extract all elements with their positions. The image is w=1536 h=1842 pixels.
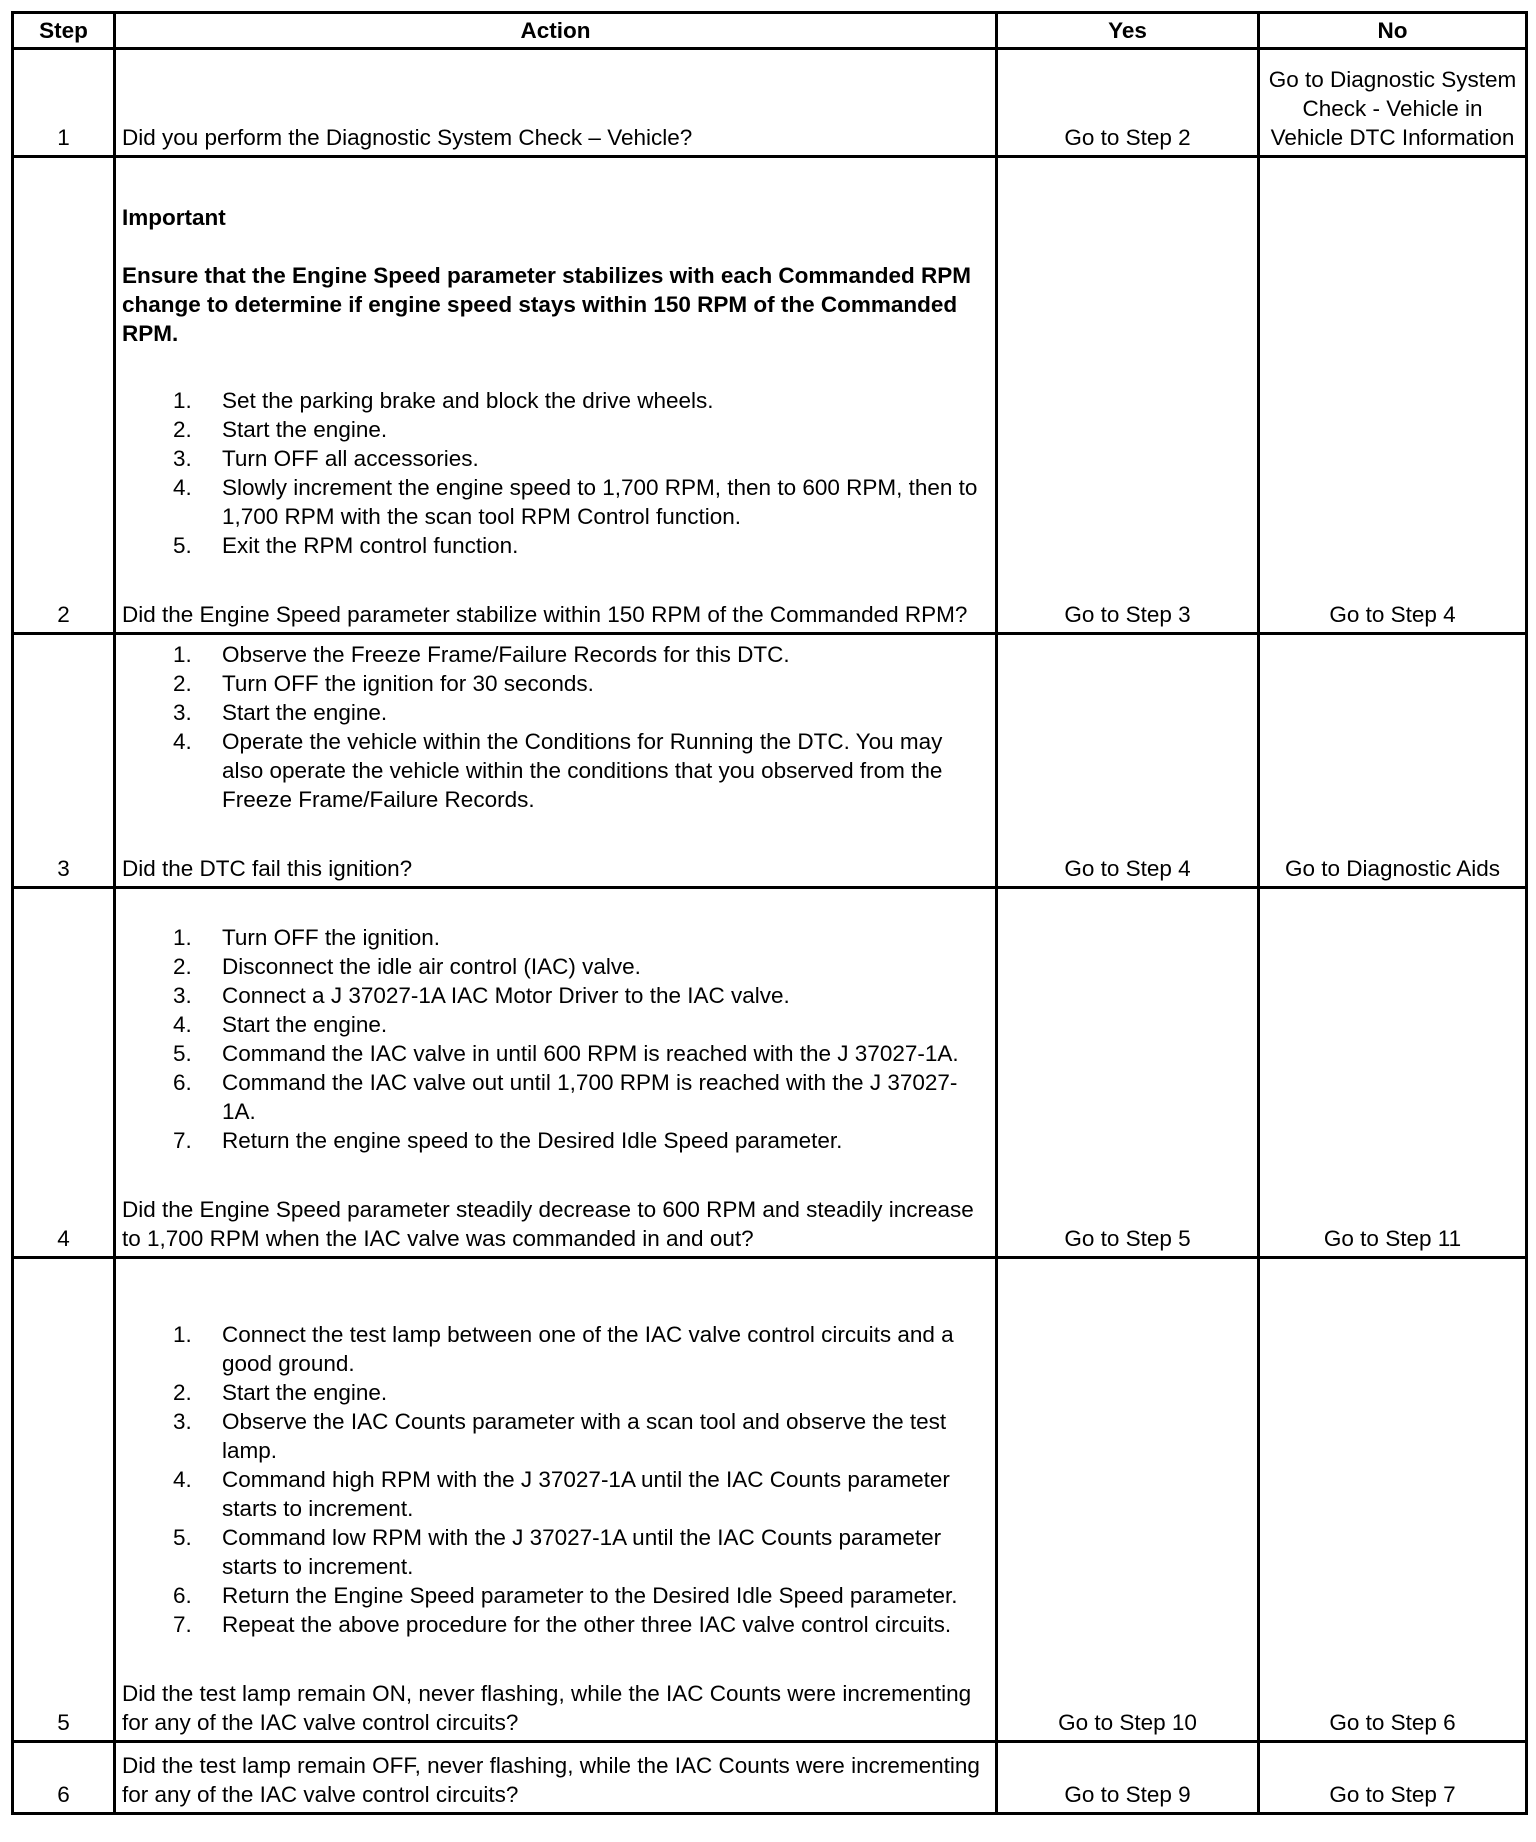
no-result: Go to Step 6 — [1259, 1258, 1527, 1742]
table-row — [13, 1742, 1527, 1814]
header-no: No — [1259, 13, 1527, 49]
yes-result: Go to Step 4 — [997, 634, 1259, 888]
list-item: 4. Start the engine. — [173, 1012, 388, 1037]
no-result: Go to Step 4 — [1259, 157, 1527, 634]
list-item: 3. Connect a J 37027-1A IAC Motor Driver to the IAC valve. — [173, 983, 790, 1008]
procedure-list — [122, 923, 989, 1155]
question-text: Did you perform the Diagnostic System Check – Vehicle? — [122, 125, 693, 150]
step-number: 5 — [13, 1258, 115, 1742]
step-number: 6 — [13, 1742, 115, 1814]
list-item: 4. Operate the vehicle within the Conditions for Running the DTC. You may also operate the vehicle within the conditions that you observed from the Freeze Frame/Failure Records. — [173, 729, 943, 812]
question-text: Did the Engine Speed parameter stabilize within 150 RPM of the Commanded RPM? — [122, 602, 968, 627]
list-item: 5. Command low RPM with the J 37027-1A until the IAC Counts parameter starts to increment. — [173, 1525, 942, 1579]
step-number: 3 — [13, 634, 115, 888]
diagnostic-table — [11, 11, 1528, 1815]
list-item: 7. Return the engine speed to the Desired Idle Speed parameter. — [173, 1128, 843, 1153]
action-cell — [115, 634, 997, 888]
table-row — [13, 888, 1527, 1258]
table-row — [13, 157, 1527, 634]
question-text: Did the Engine Speed parameter steadily decrease to 600 RPM and steadily increase to 1,700 RPM when the IAC valve was commanded in and out? — [122, 1197, 974, 1251]
action-cell — [115, 1742, 997, 1814]
list-item: 7. Repeat the above procedure for the other three IAC valve control circuits. — [173, 1612, 952, 1637]
question-text: Did the DTC fail this ignition? — [122, 856, 413, 881]
procedure-list — [122, 1320, 989, 1639]
list-item: 6. Command the IAC valve out until 1,700 RPM is reached with the J 37027-1A. — [173, 1070, 958, 1124]
table-row — [13, 634, 1527, 888]
table-row — [13, 49, 1527, 157]
table-row — [13, 1258, 1527, 1742]
no-result: Go to Step 7 — [1259, 1742, 1527, 1814]
step-number: 1 — [13, 49, 115, 157]
list-item: 6. Return the Engine Speed parameter to the Desired Idle Speed parameter. — [173, 1583, 958, 1608]
header-row — [13, 13, 1527, 49]
list-item: 3. Start the engine. — [173, 700, 388, 725]
list-item: 4. Command high RPM with the J 37027-1A until the IAC Counts parameter starts to increment. — [173, 1467, 950, 1521]
no-result: Go to Diagnostic Aids — [1259, 634, 1527, 888]
header-action: Action — [115, 13, 997, 49]
yes-result: Go to Step 10 — [997, 1258, 1259, 1742]
list-item: 3. Observe the IAC Counts parameter with a scan tool and observe the test lamp. — [173, 1409, 947, 1463]
action-cell — [115, 49, 997, 157]
list-item: 1. Set the parking brake and block the drive wheels. — [173, 388, 714, 413]
yes-result: Go to Step 9 — [997, 1742, 1259, 1814]
header-yes: Yes — [997, 13, 1259, 49]
step-number: 4 — [13, 888, 115, 1258]
question-text: Did the test lamp remain OFF, never flashing, while the IAC Counts were incrementing for any of the IAC valve control circuits? — [122, 1753, 980, 1807]
important-text: Ensure that the Engine Speed parameter stabilizes with each Commanded RPM change to determine if engine speed stays within 150 RPM of the Commanded RPM. — [122, 263, 971, 346]
yes-result: Go to Step 5 — [997, 888, 1259, 1258]
list-item: 2. Disconnect the idle air control (IAC) valve. — [173, 954, 641, 979]
list-item: 4. Slowly increment the engine speed to 1,700 RPM, then to 600 RPM, then to 1,700 RPM with the scan tool RPM Control function. — [173, 475, 978, 529]
action-cell — [115, 157, 997, 634]
header-step: Step — [13, 13, 115, 49]
action-cell — [115, 1258, 997, 1742]
procedure-list — [122, 386, 989, 560]
yes-result: Go to Step 2 — [997, 49, 1259, 157]
question-text: Did the test lamp remain ON, never flashing, while the IAC Counts were incrementing for any of the IAC valve control circuits? — [122, 1681, 972, 1735]
no-result: Go to Step 11 — [1259, 888, 1527, 1258]
list-item: 5. Exit the RPM control function. — [173, 533, 519, 558]
list-item: 2. Turn OFF the ignition for 30 seconds. — [173, 671, 594, 696]
yes-result: Go to Step 3 — [997, 157, 1259, 634]
list-item: 2. Start the engine. — [173, 417, 388, 442]
list-item: 1. Observe the Freeze Frame/Failure Records for this DTC. — [173, 642, 790, 667]
list-item: 1. Connect the test lamp between one of the IAC valve control circuits and a good ground. — [173, 1322, 954, 1376]
list-item: 2. Start the engine. — [173, 1380, 388, 1405]
list-item: 5. Command the IAC valve in until 600 RPM is reached with the J 37027-1A. — [173, 1041, 959, 1066]
no-result: Go to Diagnostic System Check - Vehicle in Vehicle DTC Information — [1259, 49, 1527, 157]
action-cell — [115, 888, 997, 1258]
step-number: 2 — [13, 157, 115, 634]
procedure-list — [122, 640, 989, 814]
important-heading: Important — [122, 205, 226, 230]
list-item: 3. Turn OFF all accessories. — [173, 446, 479, 471]
list-item: 1. Turn OFF the ignition. — [173, 925, 441, 950]
